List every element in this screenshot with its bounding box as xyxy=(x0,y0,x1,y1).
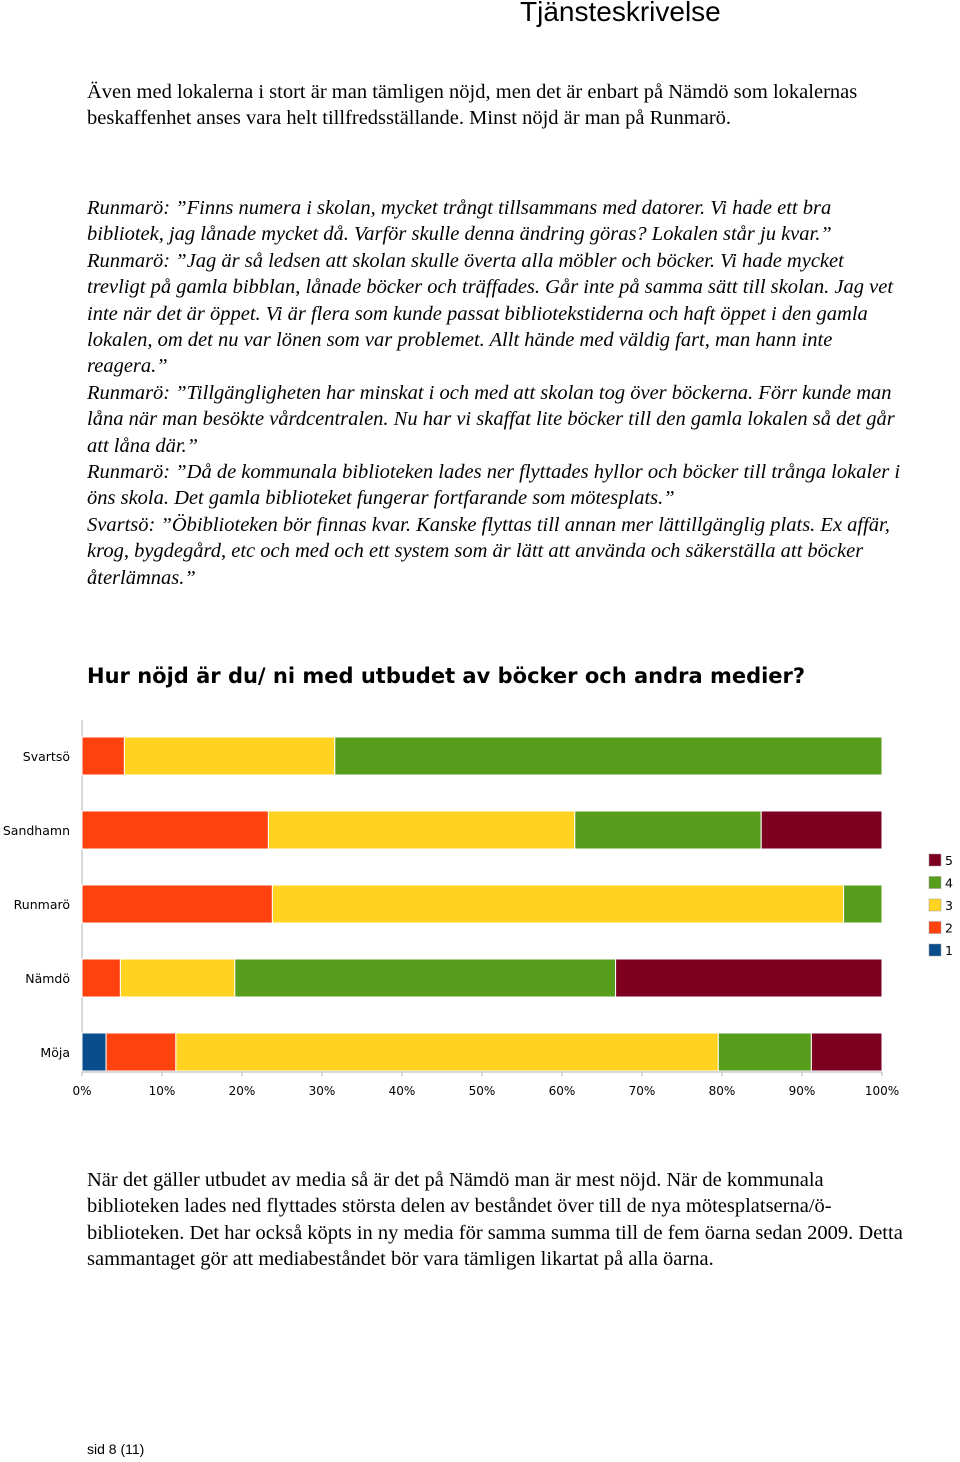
bar-runmaro-3 xyxy=(272,885,843,923)
quote-runmaro-1: Runmarö: ”Finns numera i skolan, mycket trångt tillsammans med datorer. Vi hade ett bra bibliotek, jag lånade mycket då. Varför skulle denna ändring göras? Lokalen står ju kvar.” xyxy=(87,197,832,246)
category-label-moja: Möja xyxy=(40,1045,70,1060)
category-label-runmaro: Runmarö xyxy=(13,897,70,912)
legend-swatch-4 xyxy=(929,877,941,889)
stacked-bar-chart xyxy=(0,718,960,1138)
legend-swatch-2 xyxy=(929,922,941,934)
x-tick-label: 100% xyxy=(864,1084,900,1098)
bar-moja-5 xyxy=(811,1033,882,1071)
bar-namdo-5 xyxy=(616,959,882,997)
bar-sandhamn-4 xyxy=(575,811,761,849)
x-tick-label: 0% xyxy=(72,1084,92,1098)
x-tick-label: 50% xyxy=(468,1084,496,1098)
bar-sandhamn-2 xyxy=(82,811,268,849)
bar-moja-3 xyxy=(176,1033,718,1071)
satisfaction-chart xyxy=(0,718,960,1138)
bar-sandhamn-3 xyxy=(268,811,574,849)
quotes-block xyxy=(87,195,907,591)
legend-label-2: 2 xyxy=(945,920,953,936)
closing-paragraph: När det gäller utbudet av media så är det på Nämdö man är mest nöjd. När de kommunala biblioteken lades ned flyttades största delen av beståndet över till de nya mötesplatserna/ö-biblioteken. Det har också köpts in ny media för samma summa till de fem öarna sedan 2009. Detta sammantaget gör att mediabeståndet bör vara tämligen likartat på alla öarna. xyxy=(87,1169,903,1271)
bar-svartso-4 xyxy=(335,737,882,775)
x-tick-label: 80% xyxy=(708,1084,736,1098)
x-tick-label: 40% xyxy=(388,1084,416,1098)
x-tick-label: 70% xyxy=(628,1084,656,1098)
bar-runmaro-2 xyxy=(82,885,272,923)
bar-namdo-3 xyxy=(120,959,234,997)
legend-swatch-3 xyxy=(929,899,941,911)
x-tick-label: 60% xyxy=(548,1084,576,1098)
bar-moja-1 xyxy=(82,1033,106,1071)
bar-svartso-2 xyxy=(82,737,124,775)
x-tick-label: 30% xyxy=(308,1084,336,1098)
x-tick-label: 90% xyxy=(788,1084,816,1098)
bar-namdo-4 xyxy=(235,959,616,997)
quote-runmaro-3: Runmarö: ”Tillgängligheten har minskat i och med att skolan tog över böckerna. Förr kunde man låna när man besökte vårdcentralen. Nu har vi skaffat lite böcker till den gamla lokalen så det går att låna där.” xyxy=(87,381,895,457)
x-tick-label: 20% xyxy=(228,1084,256,1098)
category-label-namdo: Nämdö xyxy=(25,971,70,986)
x-tick-label: 10% xyxy=(148,1084,176,1098)
quote-runmaro-2: Runmarö: ”Jag är så ledsen att skolan skulle överta alla möbler och böcker. Vi hade mycket trevligt på gamla bibblan, lånade böcker och träffades. Går inte på samma sätt till skolan. Jag vet inte när det är öppet. Vi är flera som kunde passat bibliotekstiderna och haft öppet i den gamla lokalen, om det nu var lönen som var problemet. Allt hände med väldig fart, man hann inte reagera.” xyxy=(87,249,894,378)
survey-question-heading: Hur nöjd är du/ ni med utbudet av böcker och andra medier? xyxy=(87,664,806,688)
bar-runmaro-4 xyxy=(844,885,882,923)
legend-label-1: 1 xyxy=(945,943,953,958)
legend-label-4: 4 xyxy=(945,875,953,891)
bar-moja-4 xyxy=(718,1033,811,1071)
bar-namdo-2 xyxy=(82,959,120,997)
legend-label-3: 3 xyxy=(945,898,953,913)
quote-runmaro-4: Runmarö: ”Då de kommunala biblioteken lades ner flyttades hyllor och böcker till trånga lokaler i öns skola. Det gamla biblioteket fungerar fortfarande som mötesplats.” xyxy=(87,461,901,510)
page-number: sid 8 (11) xyxy=(87,1441,145,1457)
legend-swatch-1 xyxy=(929,944,941,956)
bar-moja-2 xyxy=(106,1033,176,1071)
document-header-title: Tjänsteskrivelse xyxy=(520,0,721,27)
category-label-svartso: Svartsö xyxy=(22,749,70,764)
legend-swatch-5 xyxy=(929,854,941,866)
legend-label-5: 5 xyxy=(945,853,953,868)
intro-paragraph: Även med lokalerna i stort är man tämligen nöjd, men det är enbart på Nämdö som lokalernas beskaffenhet anses vara helt tillfredsställande. Minst nöjd är man på Runmarö. xyxy=(87,81,858,130)
category-label-sandhamn: Sandhamn xyxy=(2,823,70,838)
bar-svartso-3 xyxy=(124,737,334,775)
bar-sandhamn-5 xyxy=(761,811,882,849)
quote-svartso: Svartsö: ”Öbiblioteken bör finnas kvar. Kanske flyttas till annan mer lättillgänglig plats. Ex affär, krog, bygdegård, etc och med och ett system som är lätt att använda och säkerställa att böcker återlämnas.” xyxy=(87,513,890,589)
